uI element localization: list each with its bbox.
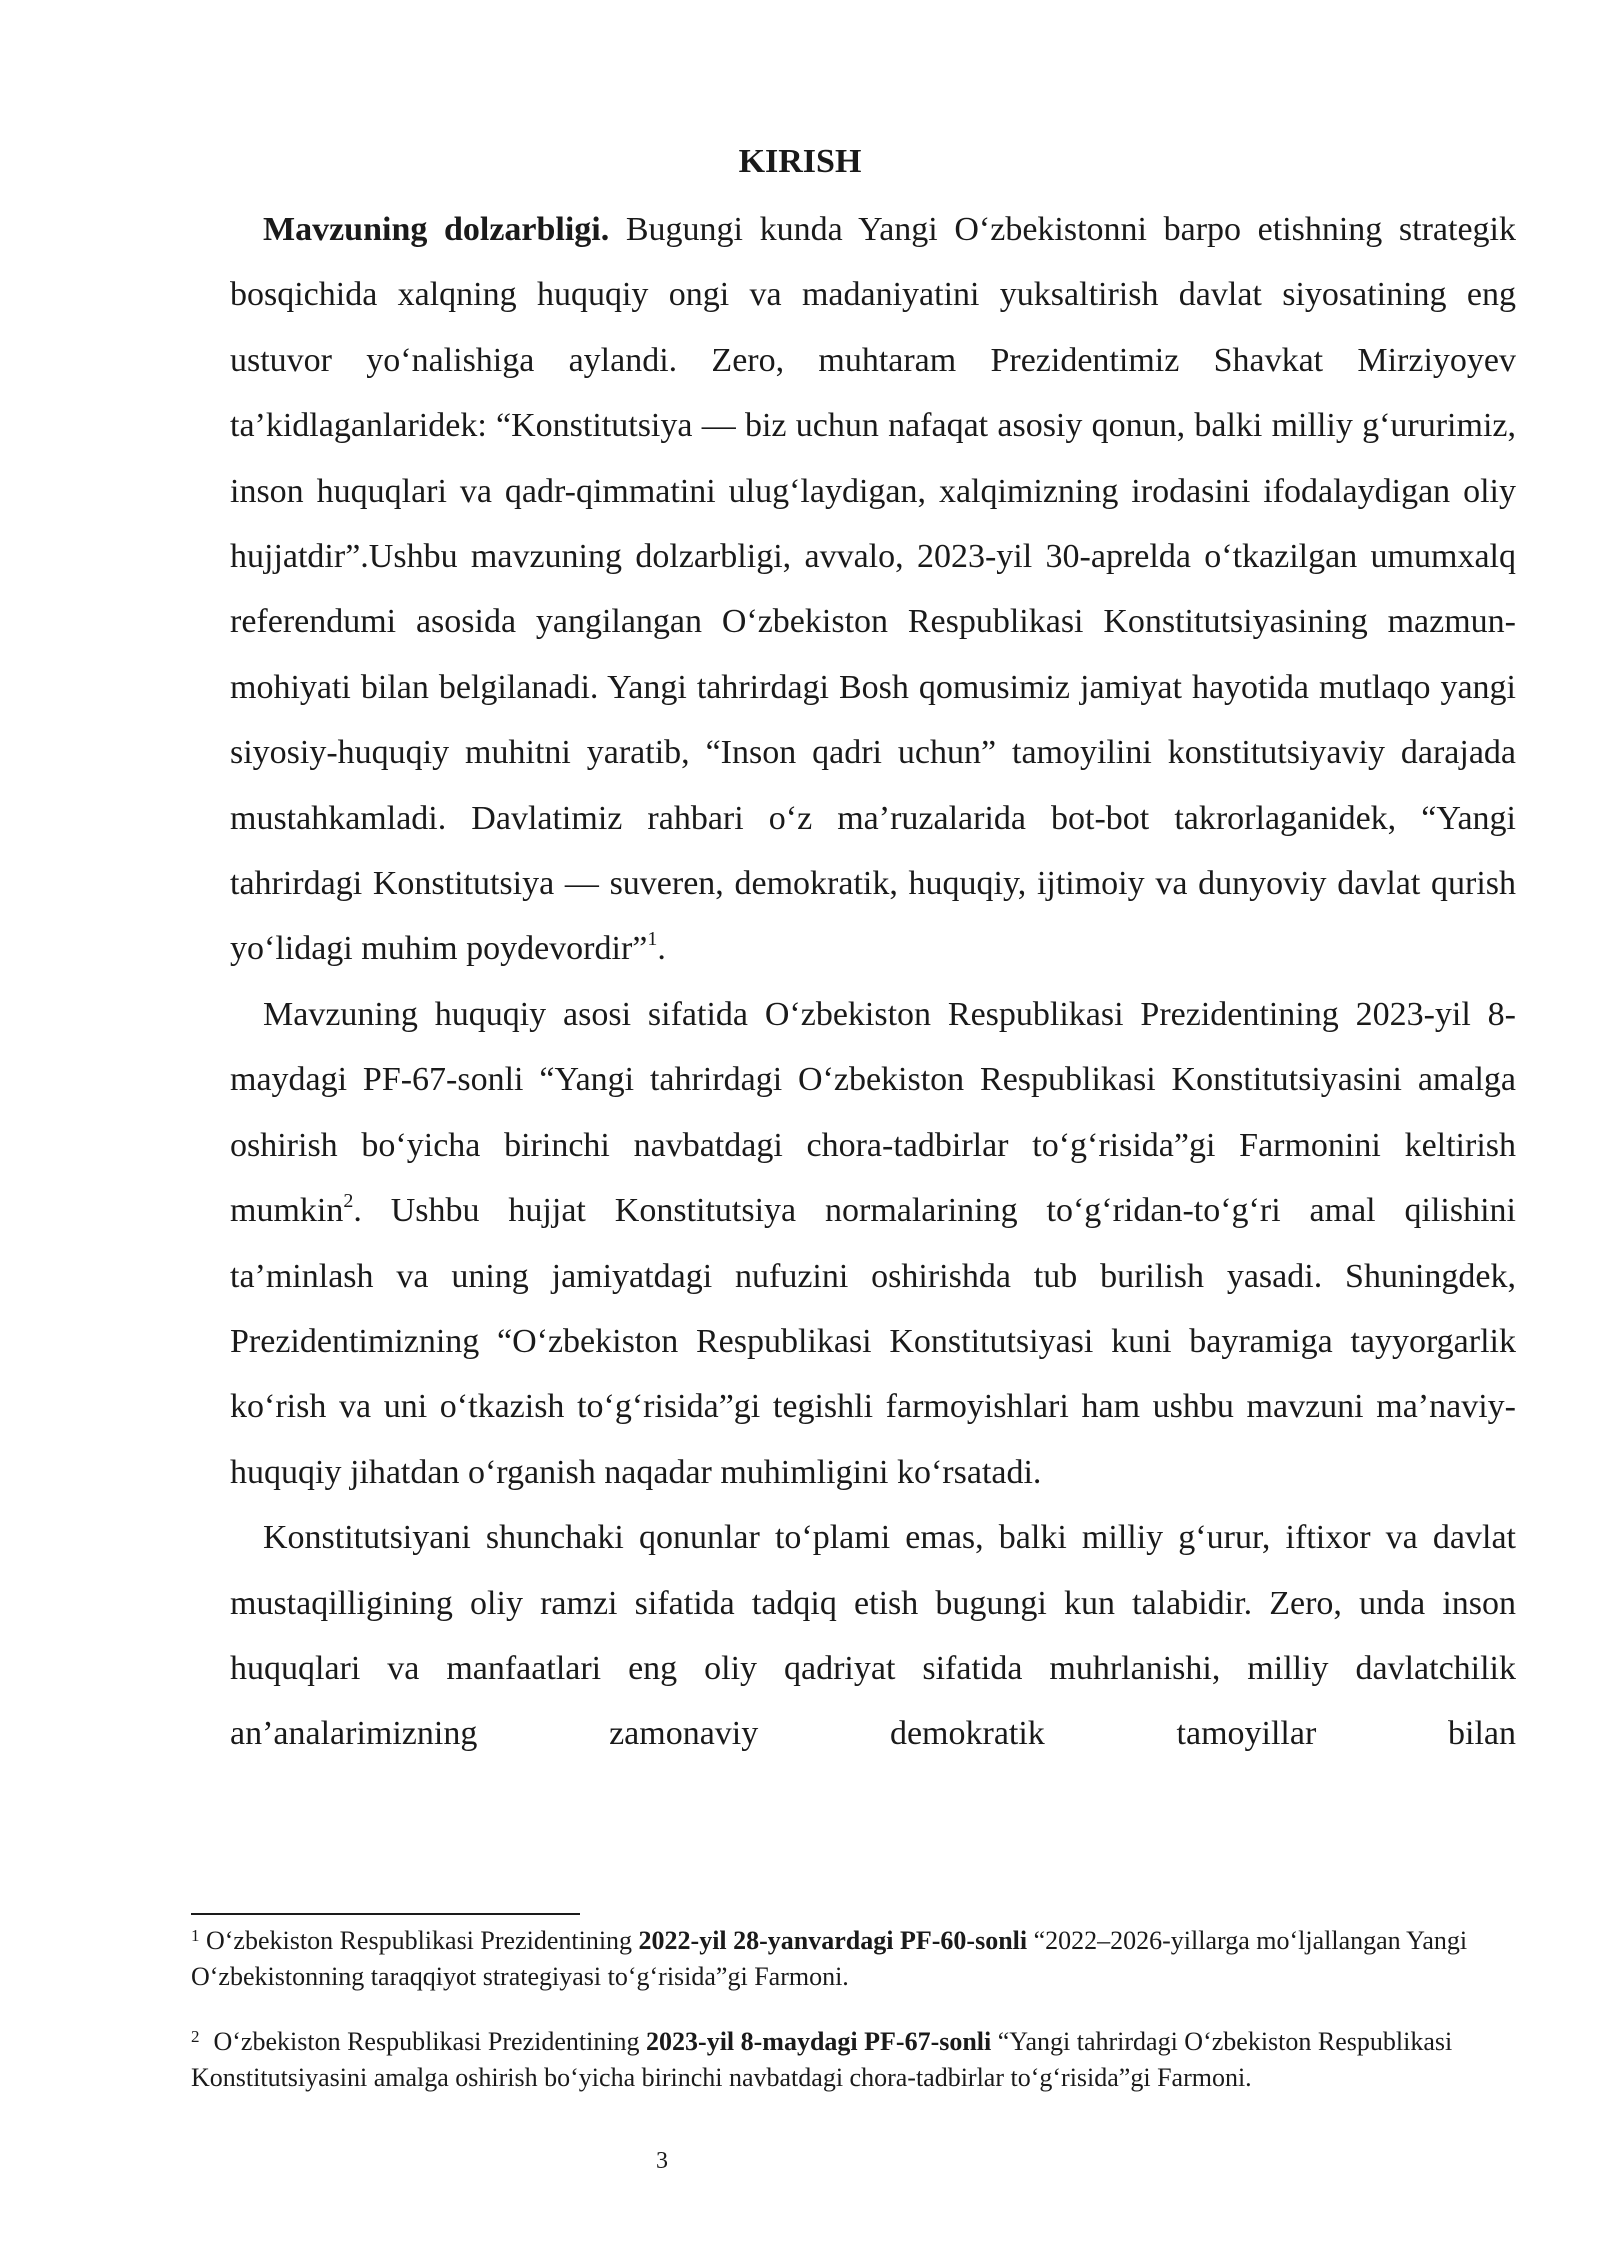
paragraph-constitution-study xyxy=(230,1505,1516,1767)
footnote-ref-2[interactable]: 2 xyxy=(343,1189,354,1212)
footnote-mark: 1 xyxy=(191,1926,200,1945)
section-heading: KIRISH xyxy=(738,143,862,180)
footnote-2 xyxy=(191,2025,1486,2094)
footnote-1 xyxy=(191,1924,1486,1993)
paragraph-text: Bugungi kunda Yangi O‘zbekistonni barpo etishning strategik bosqichida xalqning huquqiy ongi va madaniyatini yuksaltirish davlat siyosatining eng ustuvor yo‘nalishiga aylandi. Zero, muhtaram Prezidentimiz Shavkat Mirziyoyev ta’kidlaganlaridek: “Konstitutsiya — biz uchun nafaqat asosiy qonun, balki milliy g‘ururimiz, inson huquqlari va qadr-qimmatini ulug‘laydigan, xalqimizning irodasini ifodalaydigan oliy hujjatdir”.Ushbu mavzuning dolzarbligi, avvalo, 2023-yil 30-aprelda o‘tkazilgan umumxalq referendumi asosida yangilangan O‘zbekiston Respublikasi Konstitutsiyasining mazmun-mohiyati bilan belgilanadi. Yangi tahrirdagi Bosh qomusimiz jamiyat hayotida mutlaqo yangi siyosiy-huquqiy muhitni yaratib, “Inson qadri uchun” tamoyilini konstitutsiyaviy darajada mustahkamladi. Davlatimiz rahbari o‘z ma’ruzalarida bot-bot takrorlaganidek, “Yangi tahrirdagi Konstitutsiya — suveren, demokratik, huquqiy, ijtimoiy va dunyoviy davlat qurish yo‘lidagi muhim poydevordir” xyxy=(230,211,1517,968)
footnote-ref-1[interactable]: 1 xyxy=(647,928,658,951)
paragraph-legal-basis xyxy=(230,982,1516,1505)
paragraph-lead: Mavzuning dolzarbligi. xyxy=(263,211,610,248)
footnote-text: O‘zbekiston Respublikasi Prezidentining xyxy=(213,2027,647,2056)
footnote-text-end: “2022–2026-yillarga mo‘ljallangan Yangi O‘zbekistonning taraqqiyot strategiyasi to‘g‘risida”gi Farmoni. xyxy=(191,1926,1468,1991)
footnote-mark: 2 xyxy=(191,2027,200,2046)
body-text xyxy=(230,197,1516,1767)
footnote-bold-text: 2023-yil 8-maydagi PF-67-sonli xyxy=(646,2027,992,2056)
paragraph-relevance xyxy=(230,197,1516,982)
footnote-bold-text: 2022-yil 28-yanvardagi PF-60-sonli xyxy=(638,1926,1028,1955)
page-number: 3 xyxy=(656,2148,668,2174)
paragraph-text-end: . xyxy=(657,930,666,968)
footnote-text-end: “Yangi tahrirdagi O‘zbekiston Respublikasi Konstitutsiyasini amalga oshirish bo‘yicha birinchi navbatdagi chora-tadbirlar to‘g‘risida”gi Farmoni. xyxy=(191,2027,1453,2092)
footnote-text: O‘zbekiston Respublikasi Prezidentining xyxy=(199,1926,639,1955)
footnote-separator xyxy=(191,1913,580,1915)
paragraph-text: Konstitutsiyani shunchaki qonunlar to‘plami emas, balki milliy g‘urur, iftixor va davlat mustaqilligining oliy ramzi sifatida tadqiq etish bugungi kun talabidir. Zero, unda inson huquqlari va manfaatlari eng oliy qadriyat sifatida muhrlanishi, milliy davlatchilik an’analarimizning zamonaviy demokratik tamoyillar bilan xyxy=(230,1519,1516,1753)
paragraph-text: Mavzuning huquqiy asosi sifatida O‘zbekiston Respublikasi Prezidentining 2023-yil 8-maydagi PF-67-sonli “Yangi tahrirdagi O‘zbekiston Respublikasi Konstitutsiyasini amalga oshirish bo‘yicha birinchi navbatdagi chora-tadbirlar to‘g‘risida”gi Farmonini keltirish mumkin xyxy=(230,995,1516,1230)
paragraph-text-end: . Ushbu hujjat Konstitutsiya normalarining to‘g‘ridan-to‘g‘ri amal qilishini ta’minlash va uning jamiyatdagi nufuzini oshirishda tub burilish yasadi. Shuningdek, Prezidentimizning “O‘zbekiston Respublikasi Konstitutsiyasi kuni bayramiga tayyorgarlik ko‘rish va uni o‘tkazish to‘g‘risida”gi tegishli farmoyishlari ham ushbu mavzuni ma’naviy-huquqiy jihatdan o‘rganish naqadar muhimligini ko‘rsatadi. xyxy=(230,1192,1516,1491)
footnotes xyxy=(191,1924,1486,2094)
